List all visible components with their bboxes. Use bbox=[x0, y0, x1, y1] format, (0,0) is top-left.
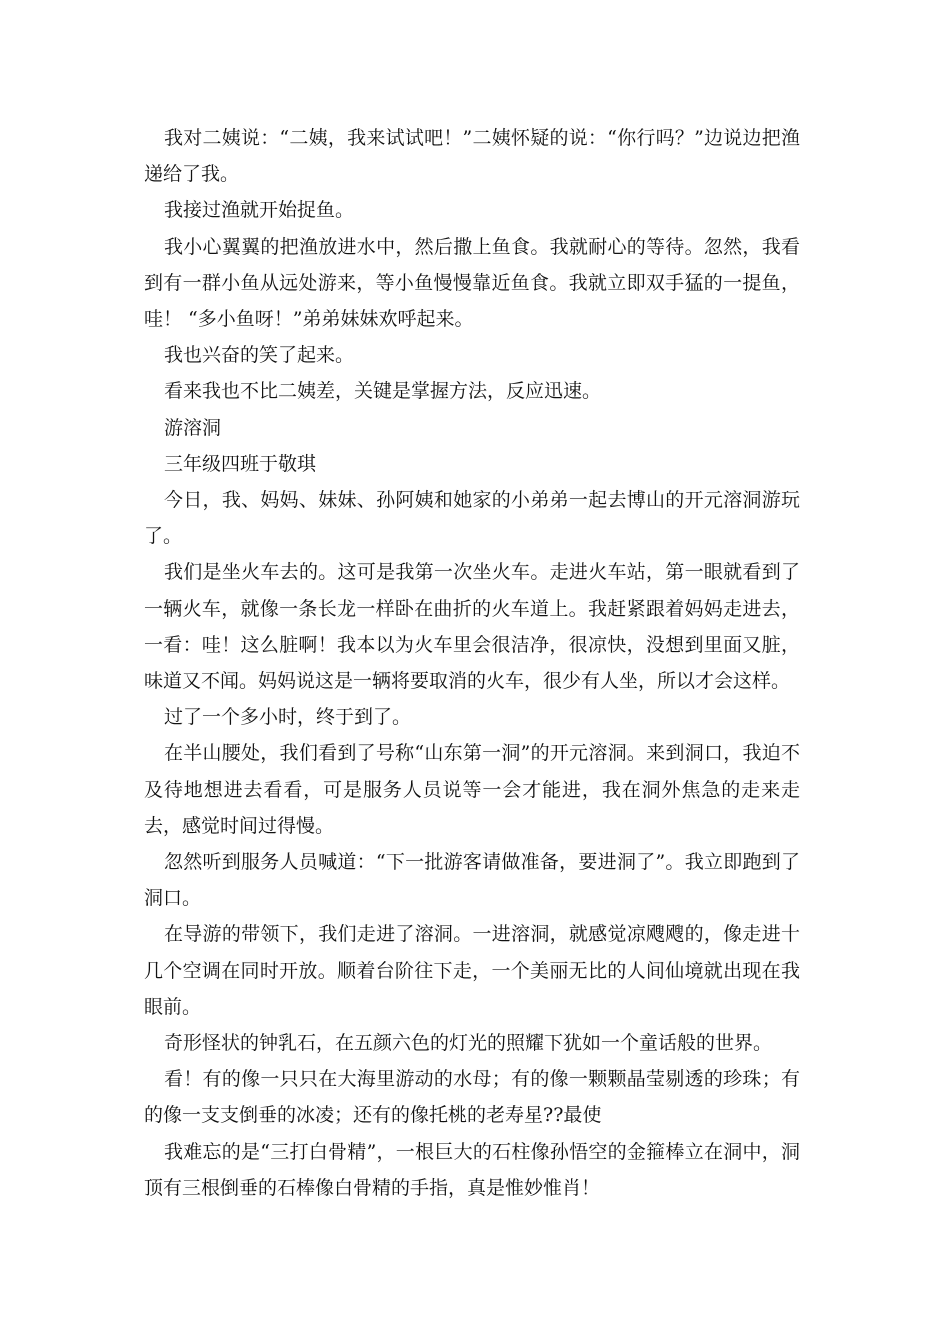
paragraph: 我难忘的是“三打白骨精”，一根巨大的石柱像孙悟空的金箍棒立在洞中，洞顶有三根倒垂的石棒像白骨精的手指，真是惟妙惟肖！ bbox=[144, 1140, 800, 1199]
paragraph: 我接过渔就开始捉鱼。 bbox=[164, 199, 355, 222]
paragraph: 看来我也不比二姨差，关键是掌握方法，反应迅速。 bbox=[164, 380, 602, 403]
paragraph: 我也兴奋的笑了起来。 bbox=[164, 344, 355, 367]
paragraph: 我们是坐火车去的。这可是我第一次坐火车。走进火车站，第一眼就看到了一辆火车，就像一条长龙一样卧在曲折的火车道上。我赶紧跟着妈妈走进去，一看：哇！这么脏啊！我本以为火车里会很洁净，很凉快，没想到里面又脏，味道又不闻。妈妈说这是一辆将要取消的火车，很少有人坐，所以才会这样。 bbox=[144, 561, 800, 693]
paragraph: 今日，我、妈妈、妹妹、孙阿姨和她家的小弟弟一起去博山的开元溶洞游玩了。 bbox=[144, 489, 800, 548]
paragraph: 过了一个多小时，终于到了。 bbox=[164, 706, 412, 729]
paragraph: 我小心翼翼的把渔放进水中，然后撒上鱼食。我就耐心的等待。忽然，我看到有一群小鱼从远处游来，等小鱼慢慢靠近鱼食。我就立即双手猛的一提鱼，哇！ “多小鱼呀！”弟弟妹妹欢呼起来。 bbox=[144, 235, 800, 331]
document-page bbox=[144, 120, 800, 1206]
essay-title: 游溶洞 bbox=[164, 416, 222, 439]
essay-author: 三年级四班于敬琪 bbox=[164, 452, 317, 475]
paragraph: 奇形怪状的钟乳石，在五颜六色的灯光的照耀下犹如一个童话般的世界。 bbox=[164, 1032, 773, 1055]
paragraph: 在半山腰处，我们看到了号称“山东第一洞”的开元溶洞。来到洞口，我迫不及待地想进去看看，可是服务人员说等一会才能进，我在洞外焦急的走来走去，感觉时间过得慢。 bbox=[144, 742, 800, 837]
paragraph: 我对二姨说：“二姨，我来试试吧！”二姨怀疑的说：“你行吗？”边说边把渔递给了我。 bbox=[144, 127, 800, 186]
paragraph: 忽然听到服务人员喊道：“下一批游客请做准备，要进洞了”。我立即跑到了洞口。 bbox=[144, 851, 800, 910]
paragraph: 在导游的带领下，我们走进了溶洞。一进溶洞，就感觉凉飕飕的，像走进十几个空调在同时开放。顺着台阶往下走，一个美丽无比的人间仙境就出现在我眼前。 bbox=[144, 923, 800, 1018]
paragraph: 看！有的像一只只在大海里游动的水母；有的像一颗颗晶莹剔透的珍珠；有的像一支支倒垂的冰凌；还有的像托桃的老寿星??最使 bbox=[144, 1068, 800, 1127]
